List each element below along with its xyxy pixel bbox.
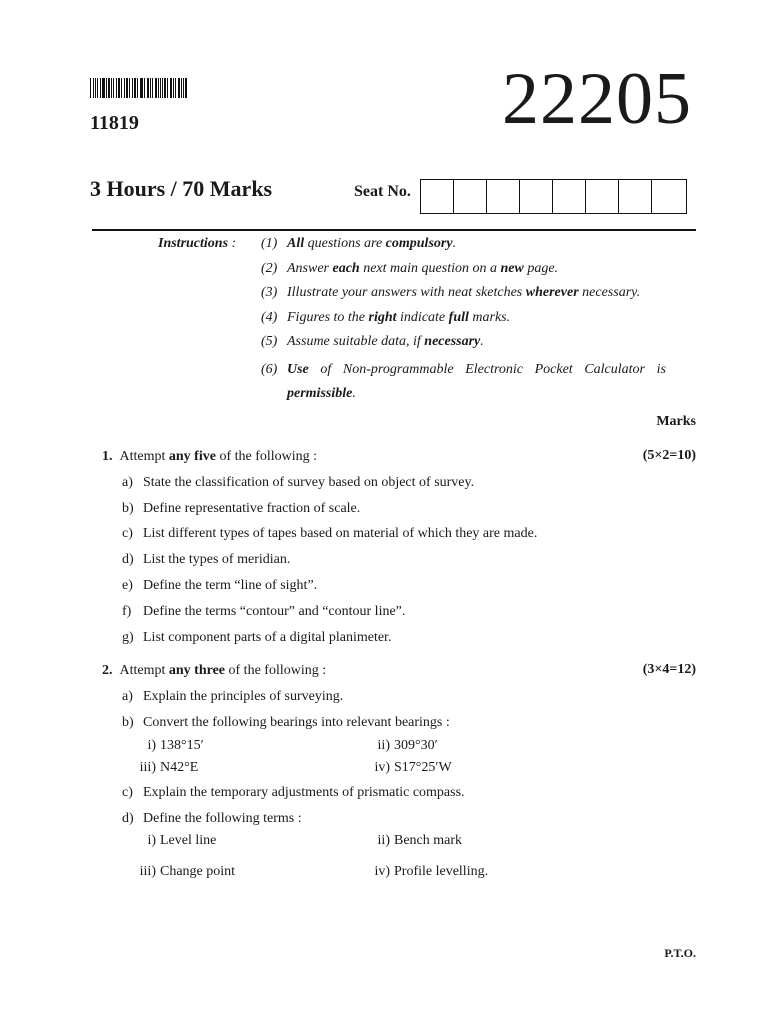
question-text: Attempt [119,449,169,464]
item-text: List component parts of a digital planimeter. [143,630,392,645]
barcode-bar [95,78,97,98]
sub-item-label: iii) [139,760,156,775]
instruction-word: Pocket [534,362,573,377]
instruction-run: questions are [304,236,386,251]
barcode-bar [185,78,187,98]
instruction-item [261,235,456,253]
question-item [122,577,317,595]
instruction-run: Figures to the [287,310,369,325]
instruction-text [287,334,484,349]
sub-item [368,759,452,777]
duration-marks: 3 Hours / 70 Marks [90,176,273,201]
sub-item [368,832,462,850]
item-text: Define the term “line of sight”. [143,578,318,593]
barcode-bar [111,78,112,98]
sub-item-label: i) [147,833,156,848]
question-2-marks: (3×4=12) [642,662,696,677]
barcode-bar [170,78,173,98]
instruction-item [261,358,666,406]
item-text: List the types of meridian. [143,552,291,567]
barcode-bar [121,78,122,98]
sub-item-label: iv) [374,760,390,775]
item-label: f) [122,604,132,619]
item-label: e) [122,578,133,593]
question-item [122,810,302,828]
item-label: d) [122,552,134,567]
question-emphasis: any three [168,663,226,678]
barcode-bar [178,78,180,98]
instruction-emphasis: compulsory [385,236,453,251]
seat-number-boxes [420,179,687,214]
instruction-number: (6) [261,362,278,377]
question-item [122,714,450,732]
sub-item-label: iv) [374,864,390,879]
barcode-bar [100,78,101,98]
sub-item-text: S17°25′W [394,760,452,775]
sub-item-label: ii) [377,833,390,848]
item-text: Define the following terms : [143,811,302,826]
instruction-text [287,236,456,251]
sub-item-text: N42°E [160,760,199,775]
item-text: Convert the following bearings into relevant bearings : [143,715,450,730]
seat-box [586,180,619,213]
barcode-bar [132,78,133,98]
instruction-run: indicate [396,310,449,325]
instruction-text [287,261,558,276]
barcode-bar [144,78,145,98]
question-1-marks: (5×2=10) [642,448,696,463]
question-item [122,629,391,647]
item-label: a) [122,689,133,704]
sub-item-text: Change point [160,864,236,879]
barcode-bar [175,78,176,98]
barcode-bar [141,78,143,98]
sub-item-label: iii) [139,864,156,879]
barcode-bar [129,78,130,98]
instruction-item [261,309,510,327]
barcode-bar [102,78,105,98]
question-item [122,525,537,543]
barcode-bar [150,78,151,98]
instruction-emphasis: Use [287,362,309,377]
sub-item [134,863,235,881]
instruction-item [261,284,640,302]
sub-item-text: 138°15′ [160,738,204,753]
sub-item-label: i) [147,738,156,753]
header-divider [92,229,696,231]
sub-item [134,759,198,777]
item-text: Explain the principles of surveying. [143,689,344,704]
barcode-bar [152,78,153,98]
item-text: State the classification of survey based on object of survey. [143,475,475,490]
instruction-run: Illustrate your answers with neat sketches [287,285,526,300]
item-text: Explain the temporary adjustments of prismatic compass. [143,785,465,800]
barcode-bar [137,78,138,98]
barcode-bar [140,78,141,98]
sub-item [134,737,204,755]
instruction-emphasis: full [448,310,469,325]
barcode-bar [134,78,136,98]
instruction-line [261,358,666,382]
instruction-word: Electronic [465,362,523,377]
barcode-bar [158,78,159,98]
question-2-heading [102,662,326,680]
instruction-word: Non-programmable [342,362,454,377]
barcode-bar [124,78,125,98]
barcode-bar [183,78,184,98]
paper-number: 11819 [90,112,139,134]
instruction-text [287,310,510,325]
instruction-item [261,260,558,278]
instruction-number: (5) [261,334,278,349]
instruction-emphasis: each [332,261,360,276]
seat-box [520,180,553,213]
item-label: a) [122,475,133,490]
instruction-emphasis: permissible [287,386,353,401]
page-turn-over: P.T.O. [664,946,696,960]
barcode-bar [164,78,166,98]
barcode-bar [113,78,114,98]
question-emphasis: any five [168,449,216,464]
sub-item-text: Bench mark [394,833,463,848]
item-label: b) [122,501,134,516]
instruction-run: page. [523,261,559,276]
seat-number-label: Seat No. [354,183,411,200]
item-label: c) [122,526,133,541]
barcode-bar [97,78,98,98]
question-text: of the following : [215,449,318,464]
seat-box [619,180,652,213]
instruction-word: is [656,362,666,377]
sub-item-text: Profile levelling. [394,864,489,879]
instruction-emphasis: All [287,236,305,251]
instruction-run: Assume suitable data, if [287,334,425,349]
instruction-run: . [480,334,484,349]
instruction-number: (1) [261,236,278,251]
barcode-bar [126,78,129,98]
instruction-number: (2) [261,261,278,276]
question-item [122,784,465,802]
instruction-run: next main question on a [359,261,501,276]
instruction-run: . [452,236,457,251]
instructions-colon: : [231,236,237,251]
subject-code: 22205 [502,58,692,140]
instruction-run: marks. [468,310,511,325]
barcode-bar [167,78,168,98]
question-number: 1. [102,449,113,464]
instructions-label-text: Instructions [158,236,229,251]
barcode [90,78,188,98]
barcode-bar [160,78,161,98]
seat-box [652,180,686,213]
instructions-label [158,236,236,252]
instruction-word: of [320,362,332,377]
barcode-bar [106,78,107,98]
instruction-emphasis: right [368,310,397,325]
sub-item-label: ii) [377,738,390,753]
instruction-run: necessary. [578,285,641,300]
question-item [122,551,290,569]
item-label: g) [122,630,134,645]
instruction-item [261,333,484,351]
item-label: d) [122,811,134,826]
instruction-emphasis: new [500,261,524,276]
sub-item-text: Level line [160,833,217,848]
barcode-bar [90,78,91,98]
sub-item [134,832,216,850]
item-text: List different types of tapes based on material of which they are made. [143,526,538,541]
question-1-heading [102,448,317,466]
instruction-line [261,382,666,406]
barcode-bar [173,78,174,98]
question-text: of the following : [225,663,327,678]
barcode-bar [118,78,120,98]
barcode-bar [108,78,110,98]
seat-box [553,180,586,213]
item-text: Define the terms “contour” and “contour line”. [143,604,406,619]
instruction-emphasis: necessary [424,334,481,349]
item-label: c) [122,785,133,800]
question-text: Attempt [119,663,169,678]
barcode-bar [116,78,118,98]
marks-heading: Marks [656,414,696,429]
barcode-bar [155,78,157,98]
question-item [122,603,405,621]
barcode-bar [181,78,182,98]
question-number: 2. [102,663,113,678]
seat-box [487,180,520,213]
seat-box [454,180,487,213]
instruction-word: Calculator [584,362,645,377]
instruction-end: . [352,386,356,401]
sub-item [368,863,488,881]
instruction-emphasis: wherever [525,285,579,300]
instruction-run: Answer [287,261,333,276]
question-item [122,688,343,706]
item-text: Define representative fraction of scale. [143,501,361,516]
barcode-bar [162,78,163,98]
item-label: b) [122,715,134,730]
instruction-number: (4) [261,310,278,325]
barcode-bar [93,78,94,98]
instruction-text [287,285,640,300]
question-item [122,474,474,492]
sub-item-text: 309°30′ [394,738,438,753]
barcode-bar [147,78,150,98]
instruction-text [287,358,666,382]
question-item [122,500,360,518]
seat-box [421,180,454,213]
instruction-number: (3) [261,285,278,300]
sub-item [368,737,438,755]
